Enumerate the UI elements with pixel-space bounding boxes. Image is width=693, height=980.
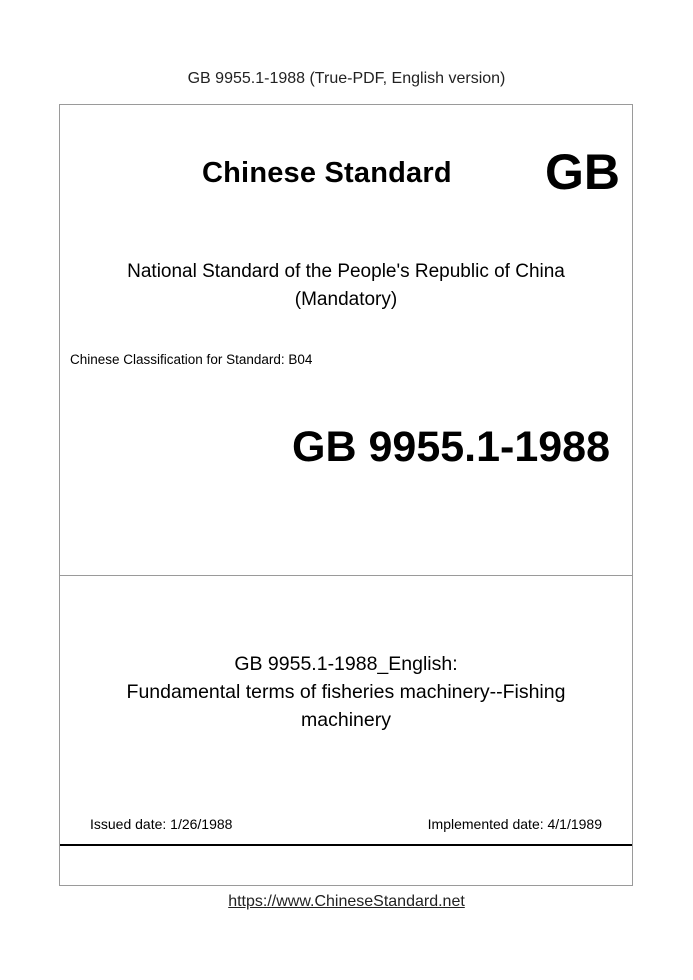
issued-date: Issued date: 1/26/1988 xyxy=(90,816,233,832)
mandatory-label: (Mandatory) xyxy=(294,289,398,310)
document-title-line: machinery xyxy=(301,709,391,731)
classification-label: Chinese Classification for Standard: B04 xyxy=(70,352,313,367)
gb-mark: GB xyxy=(545,144,620,200)
document-title-line: GB 9955.1-1988_English: xyxy=(234,653,458,675)
page-header-title: GB 9955.1-1988 (True-PDF, English version) xyxy=(187,70,506,87)
cover-frame xyxy=(59,104,633,886)
website-link[interactable]: https://www.ChineseStandard.net xyxy=(228,893,465,910)
empty-footer-box xyxy=(60,846,632,885)
document-title xyxy=(60,650,632,734)
document-title-line: Fundamental terms of fisheries machinery--Fishing xyxy=(126,681,566,703)
national-standard-statement xyxy=(60,258,632,314)
document-info-section xyxy=(60,576,632,846)
cover-title: Chinese Standard xyxy=(202,157,452,189)
standard-number: GB 9955.1-1988 xyxy=(292,423,610,471)
national-standard-line: National Standard of the People's Republic of China xyxy=(127,261,565,282)
implemented-date: Implemented date: 4/1/1989 xyxy=(427,816,602,832)
cover-top-section xyxy=(60,105,632,576)
